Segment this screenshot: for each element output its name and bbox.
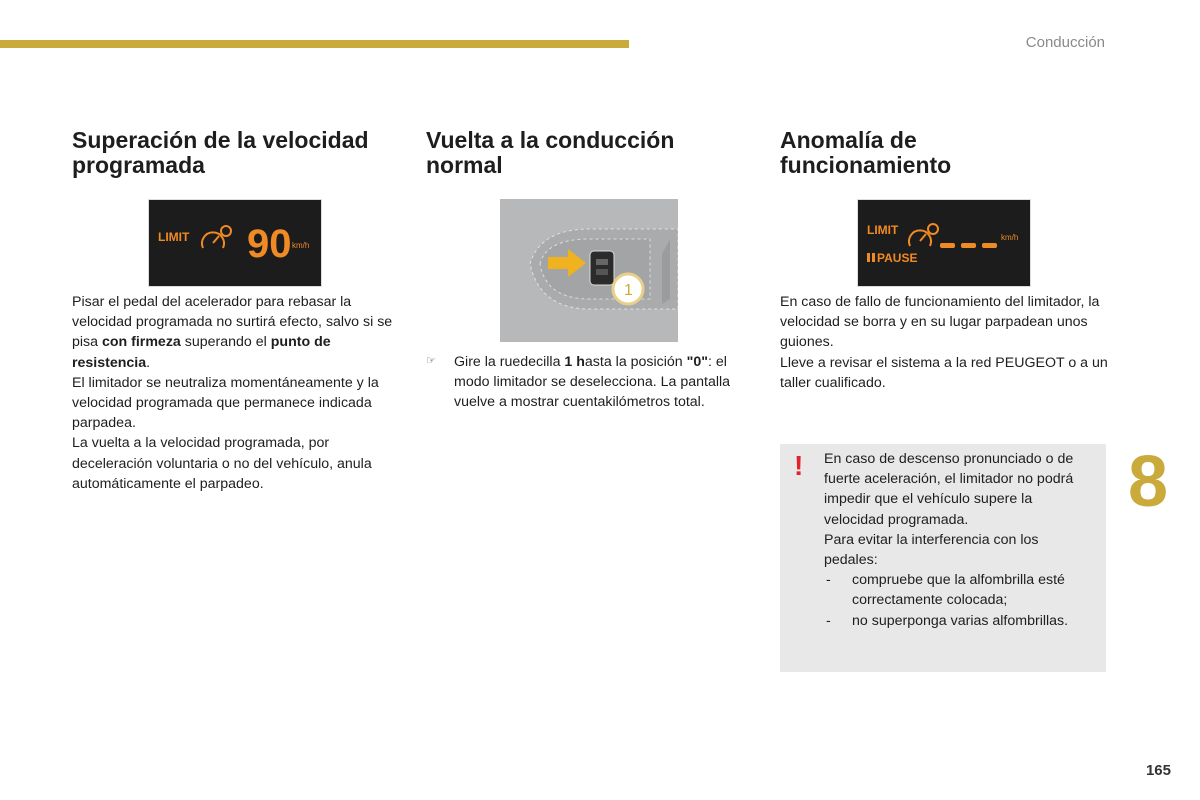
- lcd-pause-text: PAUSE: [877, 251, 918, 265]
- lcd-limit-text: LIMIT: [867, 223, 899, 237]
- lcd-display-limit-pause: [857, 199, 1031, 287]
- warning-text: [824, 449, 1096, 631]
- heading-malfunction: Anomalía de funcionamiento: [780, 127, 952, 178]
- warning-box: [780, 444, 1106, 672]
- blinking-dashes: [940, 243, 997, 248]
- column-malfunction: [780, 128, 1110, 178]
- paragraph-press-pedal: Pisar el pedal del acelerador para rebasar la velocidad programada no surtirá efecto, salvo si se pisa con firmeza superando el punto de resistencia.: [72, 294, 393, 371]
- warning-paragraph-pedals: Para evitar la interferencia con los pedales:: [824, 531, 1039, 569]
- paragraph-limiter-neutralized: El limitador se neutraliza momentáneamente y la velocidad programada que permanece indicada parpadea.: [72, 374, 379, 432]
- instruction-text: Gire la ruedecilla 1 hasta la posición "0": el modo limitador se deselecciona. La pantalla vuelve a mostrar cuentakilómetros total.: [454, 354, 731, 411]
- heading-speed-exceeded: Superación de la velocidad programada: [72, 127, 369, 178]
- column-speed-exceeded: [72, 128, 402, 178]
- instruction-bullet: [426, 352, 756, 413]
- steering-stalk-illustration: [500, 199, 678, 342]
- lcd-speed-value: 90: [247, 222, 292, 266]
- thumbwheel: [590, 251, 614, 285]
- list-item: - no superponga varias alfombrillas.: [826, 612, 1069, 629]
- hand-pointer-icon: ☞: [426, 355, 436, 367]
- lcd-unit: km/h: [292, 241, 310, 250]
- column-malfunction-text: [780, 292, 1110, 393]
- lcd-unit: km/h: [1001, 233, 1019, 242]
- heading-return-normal: Vuelta a la conducción normal: [426, 127, 675, 178]
- lcd-display-limit-90: [148, 199, 322, 287]
- paragraph-return-speed: La vuelta a la velocidad programada, por deceleración voluntaria o no del vehículo, anula automáticamente el parpadeo.: [72, 435, 372, 492]
- column-speed-exceeded-text: [72, 292, 402, 494]
- page-number: 165: [1145, 762, 1171, 779]
- header-accent-bar: [0, 40, 629, 48]
- paragraph-peugeot-network: Lleve a revisar el sistema a la red PEUGEOT o a un taller cualificado.: [780, 354, 1108, 391]
- column-return-normal: [426, 128, 756, 178]
- chapter-number: 8: [1128, 442, 1169, 522]
- warning-exclamation-icon: !: [794, 450, 804, 481]
- speedometer-icon: [909, 224, 938, 246]
- section-title: Conducción: [1025, 34, 1105, 51]
- callout-number: 1: [624, 282, 633, 299]
- paragraph-malfunction: En caso de fallo de funcionamiento del limitador, la velocidad se borra y en su lugar parpadean unos guiones.: [780, 294, 1100, 351]
- warning-paragraph-descent: En caso de descenso pronunciado o de fuerte aceleración, el limitador no podrá impedir que el vehículo supere la velocidad programada.: [824, 451, 1074, 528]
- list-item: - compruebe que la alfombrilla esté correctamente colocada;: [826, 572, 1065, 609]
- speedometer-icon: [202, 226, 231, 248]
- lcd-limit-text: LIMIT: [158, 230, 190, 244]
